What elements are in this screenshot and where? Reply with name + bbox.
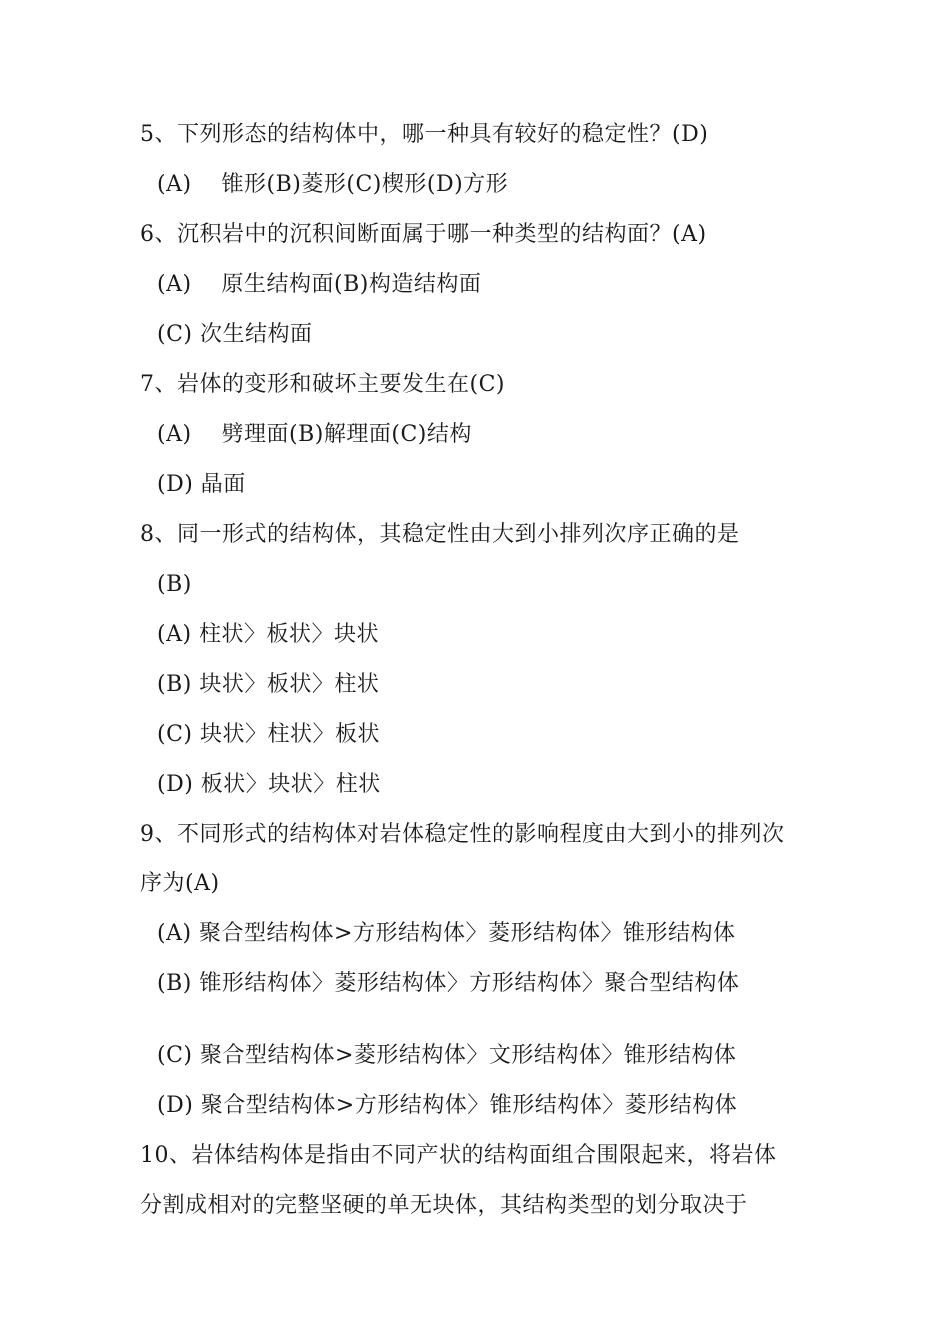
question-6-option-line: (C) 次生结构面 — [157, 322, 313, 347]
question-6-stem: 6、沉积岩中的沉积间断面属于哪一种类型的结构面？(A) — [140, 222, 707, 247]
question-6-option-line: (A) 原生结构面(B)构造结构面 — [157, 272, 482, 297]
question-8-option-c: (C) 块状〉柱状〉板状 — [157, 722, 380, 747]
question-10-stem-cont: 分割成相对的完整坚硬的单无块体，其结构类型的划分取决于 — [140, 1193, 748, 1218]
question-7-option-line: (D) 晶面 — [157, 472, 246, 497]
question-7-option-line: (A) 劈理面(B)解理面(C)结构 — [157, 422, 472, 447]
question-8-option-b: (B) 块状〉板状〉柱状 — [157, 672, 380, 697]
question-8-answer: (B) — [157, 572, 192, 597]
question-8-stem: 8、同一形式的结构体，其稳定性由大到小排列次序正确的是 — [140, 522, 740, 547]
question-5-option-line: (A) 锥形(B)菱形(C)楔形(D)方形 — [157, 172, 509, 197]
question-9-option-d: (D) 聚合型结构体>方形结构体〉锥形结构体〉菱形结构体 — [157, 1093, 738, 1118]
question-9-option-c: (C) 聚合型结构体>菱形结构体〉文形结构体〉锥形结构体 — [157, 1043, 737, 1068]
question-5-stem: 5、下列形态的结构体中，哪一种具有较好的稳定性？(D) — [140, 122, 709, 147]
question-9-stem-cont: 序为(A) — [140, 871, 220, 896]
question-10-stem: 10、岩体结构体是指由不同产状的结构面组合围限起来，将岩体 — [140, 1143, 777, 1168]
question-9-option-a: (A) 聚合型结构体>方形结构体〉菱形结构体〉锥形结构体 — [157, 921, 736, 946]
question-9-stem: 9、不同形式的结构体对岩体稳定性的影响程度由大到小的排列次 — [140, 822, 785, 847]
question-8-option-d: (D) 板状〉块状〉柱状 — [157, 772, 381, 797]
question-7-stem: 7、岩体的变形和破坏主要发生在(C) — [140, 372, 505, 397]
question-8-option-a: (A) 柱状〉板状〉块状 — [157, 622, 380, 647]
question-9-option-b: (B) 锥形结构体〉菱形结构体〉方形结构体〉聚合型结构体 — [157, 971, 740, 996]
